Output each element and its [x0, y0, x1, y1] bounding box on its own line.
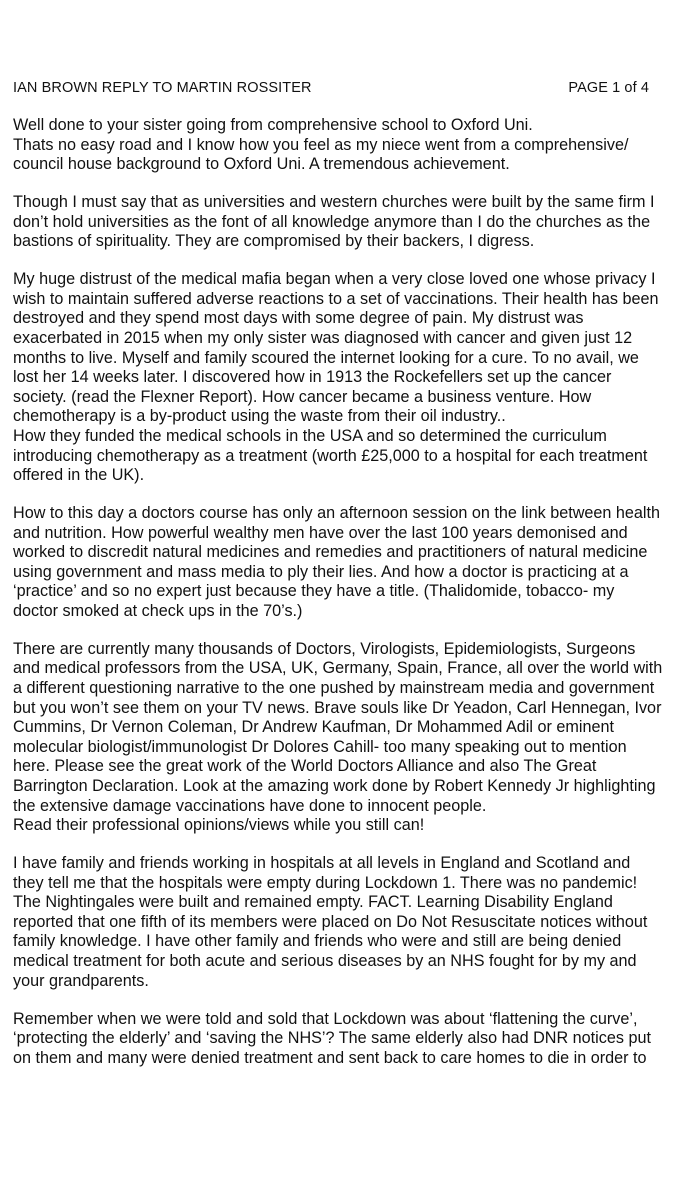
- text-line: Remember when we were told and sold that Lockdown was about ‘flattening the curve’,: [13, 1009, 638, 1028]
- text-line: There are currently many thousands of Doctors, Virologists, Epidemiologists, Surgeons: [13, 639, 636, 658]
- text-line: The Nightingales were built and remained empty. FACT. Learning Disability England: [13, 893, 613, 912]
- text-line: offered in the UK).: [13, 466, 145, 485]
- text-line: doctor smoked at check ups in the 70’s.): [13, 601, 303, 620]
- text-line: using government and mass media to ply their lies. And how a doctor is practicing at a: [13, 562, 629, 581]
- document-title: IAN BROWN REPLY TO MARTIN ROSSITER: [13, 80, 312, 96]
- paragraph: [13, 193, 697, 252]
- text-line: bastions of spirituality. They are compromised by their backers, I digress.: [13, 232, 535, 251]
- text-line: molecular biologist/immunologist Dr Dolores Cahill- too many speaking out to mention: [13, 737, 627, 756]
- text-line: How to this day a doctors course has only an afternoon session on the link between health: [13, 503, 660, 522]
- text-line: introducing chemotherapy as a treatment (worth £25,000 to a hospital for each treatment: [13, 446, 648, 465]
- text-line: Thats no easy road and I know how you feel as my niece went from a comprehensive/: [13, 135, 629, 154]
- paragraph: [13, 504, 697, 622]
- text-line: Though I must say that as universities and western churches were built by the same firm I: [13, 193, 655, 212]
- text-line: a different questioning narrative to the one pushed by mainstream media and government: [13, 679, 655, 698]
- paragraph: [13, 270, 697, 486]
- text-line: council house background to Oxford Uni. A tremendous achievement.: [13, 155, 510, 174]
- text-line: wish to maintain suffered adverse reactions to a set of vaccinations. Their health has been: [13, 289, 659, 308]
- text-line: ‘practice’ and so no expert just because they have a title. (Thalidomide, tobacco- my: [13, 582, 615, 601]
- text-line: destroyed and they spend most days with some degree of pain. My distrust was: [13, 309, 584, 328]
- paragraph: [13, 640, 697, 836]
- document-header: [13, 78, 649, 98]
- text-line: Barrington Declaration. Look at the amazing work done by Robert Kennedy Jr highlighting: [13, 777, 656, 795]
- text-line: and medical professors from the USA, UK, Germany, Spain, France, all over the world with: [13, 659, 663, 678]
- text-line: your grandparents.: [13, 971, 149, 990]
- text-line: I have family and friends working in hospitals at all levels in England and Scotland and: [13, 854, 631, 873]
- text-line: medical treatment for both acute and serious diseases by an NHS fought for by my and: [13, 952, 637, 971]
- paragraph: [13, 1010, 697, 1069]
- page-number-label: PAGE 1 of 4: [568, 80, 649, 96]
- text-line: but you won’t see them on your TV news. Brave souls like Dr Yeadon, Carl Hennegan, Ivor: [13, 698, 662, 717]
- text-line: they tell me that the hospitals were empty during Lockdown 1. There was no pandemic!: [13, 873, 638, 892]
- paragraph: [13, 116, 697, 175]
- text-line: family knowledge. I have other family and friends who were and still are being denied: [13, 932, 622, 951]
- text-line: reported that one fifth of its members were placed on Do Not Resuscitate notices without: [13, 912, 648, 931]
- text-line: Well done to your sister going from comprehensive school to Oxford Uni.: [13, 116, 533, 134]
- paragraph: [13, 854, 697, 991]
- text-line: society. (read the Flexner Report). How cancer became a business venture. How: [13, 387, 592, 406]
- text-line: chemotherapy is a by-product using the waste from their oil industry..: [13, 407, 506, 426]
- text-line: exacerbated in 2015 when my only sister was diagnosed with cancer and given just 12: [13, 328, 633, 347]
- text-line: and nutrition. How powerful wealthy men have over the last 100 years demonised and: [13, 523, 628, 542]
- text-line: on them and many were denied treatment and sent back to care homes to die in order to: [13, 1048, 647, 1067]
- text-line: the extensive damage vaccinations have done to innocent people.: [13, 796, 487, 815]
- text-line: Read their professional opinions/views while you still can!: [13, 816, 425, 835]
- text-line: ‘protecting the elderly’ and ‘saving the NHS’? The same elderly also had DNR notices put: [13, 1029, 651, 1048]
- text-line: worked to discredit natural medicines and remedies and practitioners of natural medicine: [13, 543, 648, 562]
- text-line: Cummins, Dr Vernon Coleman, Dr Andrew Kaufman, Dr Mohammed Adil or eminent: [13, 718, 614, 737]
- text-line: here. Please see the great work of the World Doctors Alliance and also The Great: [13, 757, 597, 776]
- text-line: lost her 14 weeks later. I discovered how in 1913 the Rockefellers set up the cancer: [13, 368, 612, 387]
- text-line: don’t hold universities as the font of all knowledge anymore than I do the churches as the: [13, 212, 651, 231]
- text-line: How they funded the medical schools in the USA and so determined the curriculum: [13, 426, 607, 445]
- text-line: My huge distrust of the medical mafia began when a very close loved one whose privacy I: [13, 270, 656, 289]
- text-line: months to live. Myself and family scoured the internet looking for a cure. To no avail, we: [13, 348, 639, 367]
- letter-body: [13, 116, 697, 1087]
